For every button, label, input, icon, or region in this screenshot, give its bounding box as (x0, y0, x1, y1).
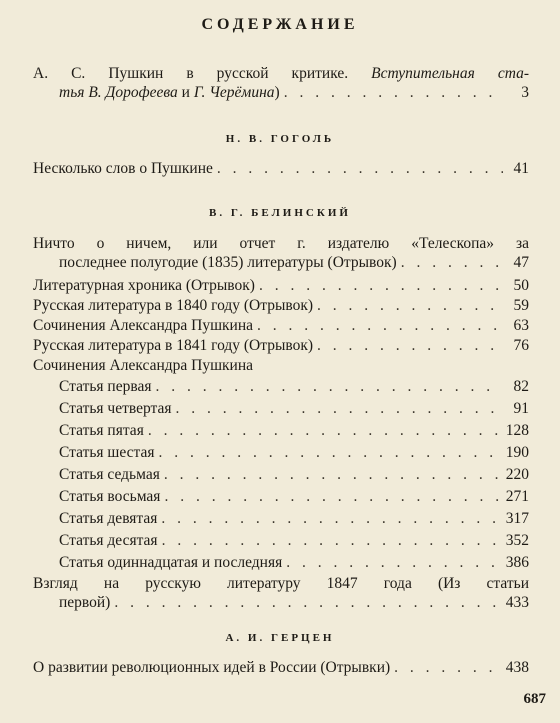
toc-entry-text-italic: Г. Черёмина (193, 84, 275, 101)
toc-entry (33, 356, 529, 375)
toc-entry-title: Русская литература в 1841 году (Отрывок) (33, 337, 314, 354)
leader-dots (390, 658, 503, 677)
toc-entry-text: А. С. Пушкин в русской критике. (33, 65, 349, 82)
leader-dots (154, 443, 503, 462)
page-number: 47 (513, 254, 529, 271)
leader-dots (313, 296, 503, 315)
page-number: 128 (505, 422, 529, 439)
leader-dots (397, 253, 503, 272)
toc-entry-line (33, 83, 529, 102)
toc-entry (33, 658, 529, 677)
page-number: 91 (513, 400, 529, 417)
toc-entry-title: первой) (59, 594, 111, 611)
leader-dots (110, 593, 503, 612)
leader-dots (282, 553, 503, 572)
leader-dots (144, 421, 503, 440)
page-number: 50 (513, 277, 529, 294)
toc-entry (33, 574, 529, 612)
toc-entry-title: Несколько слов о Пушкине (33, 160, 213, 177)
toc-entry-title: последнее полугодие (1835) литературы (Отрывок) (59, 254, 397, 271)
leader-dots (160, 487, 503, 506)
toc-entry-intro (33, 64, 529, 102)
toc-entry-text-italic: тья В. Дорофеева (59, 84, 178, 101)
leader-dots (157, 509, 503, 528)
leader-dots (255, 276, 503, 295)
leader-dots (213, 159, 503, 178)
toc-entry-title: Статья одиннадцатая и последняя (59, 554, 283, 571)
toc-entry-title: Статья четвертая (59, 400, 172, 417)
leader-dots (160, 465, 503, 484)
toc-entry (33, 159, 529, 178)
page-number: 438 (505, 659, 529, 676)
toc-entry-text: и (181, 84, 190, 101)
toc-entry-line (33, 64, 529, 83)
toc-entry-title: Сочинения Александра Пушкина (33, 357, 254, 374)
toc-subentry (59, 509, 529, 528)
toc-subentry (59, 399, 529, 418)
page-number: 271 (505, 488, 529, 505)
page-number: 433 (505, 594, 529, 611)
toc-subentry (59, 553, 529, 572)
toc-subentry (59, 377, 529, 396)
toc-subentry (59, 465, 529, 484)
toc-entry (33, 276, 529, 295)
toc-entry-title: Статья пятая (59, 422, 144, 439)
toc-entry-title: Статья десятая (59, 532, 158, 549)
page-number: 41 (513, 160, 529, 177)
toc-subentry (59, 443, 529, 462)
leader-dots (158, 531, 503, 550)
toc-entry-title: Статья первая (59, 378, 152, 395)
toc-entry-title: Статья седьмая (59, 466, 160, 483)
page-number: 386 (505, 554, 529, 571)
toc-entry-title: Статья восьмая (59, 488, 161, 505)
toc-subentry (59, 487, 529, 506)
section-heading: Н. В. ГОГОЛЬ (225, 133, 335, 145)
page-number: 220 (505, 466, 529, 483)
leader-dots (172, 399, 504, 418)
toc-entry-text: ) (274, 84, 280, 101)
toc-subentry (59, 421, 529, 440)
toc-entry-title: Сочинения Александра Пушкина (33, 317, 254, 334)
page-number: 63 (513, 317, 529, 334)
page-number: 352 (505, 532, 529, 549)
toc-entry-title: Взгляд на русскую литературу 1847 года (Из статьи (33, 575, 529, 592)
leader-dots (253, 316, 503, 335)
toc-entry-title: Литературная хроника (Отрывок) (33, 277, 255, 294)
toc-entry (33, 316, 529, 335)
toc-entry (33, 336, 529, 355)
toc-entry-title: Статья девятая (59, 510, 158, 527)
page-number: 3 (521, 84, 529, 101)
toc-entry-title: Ничто о ничем, или отчет г. издателю «Телескопа» за (33, 235, 529, 252)
page-number: 190 (505, 444, 529, 461)
leader-dots (280, 83, 503, 102)
page-number: 82 (513, 378, 529, 395)
toc-entry-title: Русская литература в 1840 году (Отрывок) (33, 297, 314, 314)
leader-dots (313, 336, 503, 355)
toc-subentry (59, 531, 529, 550)
leader-dots (151, 377, 503, 396)
page-number: 59 (513, 297, 529, 314)
toc-entry-title: Статья шестая (59, 444, 155, 461)
toc-entry (33, 296, 529, 315)
section-heading: А. И. ГЕРЦЕН (225, 632, 335, 644)
toc-entry (33, 234, 529, 272)
page-number: 317 (505, 510, 529, 527)
toc-title: СОДЕРЖАНИЕ (201, 16, 359, 33)
page-number: 76 (513, 337, 529, 354)
page-folio-number: 687 (523, 691, 546, 707)
section-heading: В. Г. БЕЛИНСКИЙ (209, 207, 351, 219)
toc-entry-title: О развитии революционных идей в России (Отрывки) (33, 659, 391, 676)
toc-entry-text-italic: Вступительная ста- (371, 65, 529, 82)
